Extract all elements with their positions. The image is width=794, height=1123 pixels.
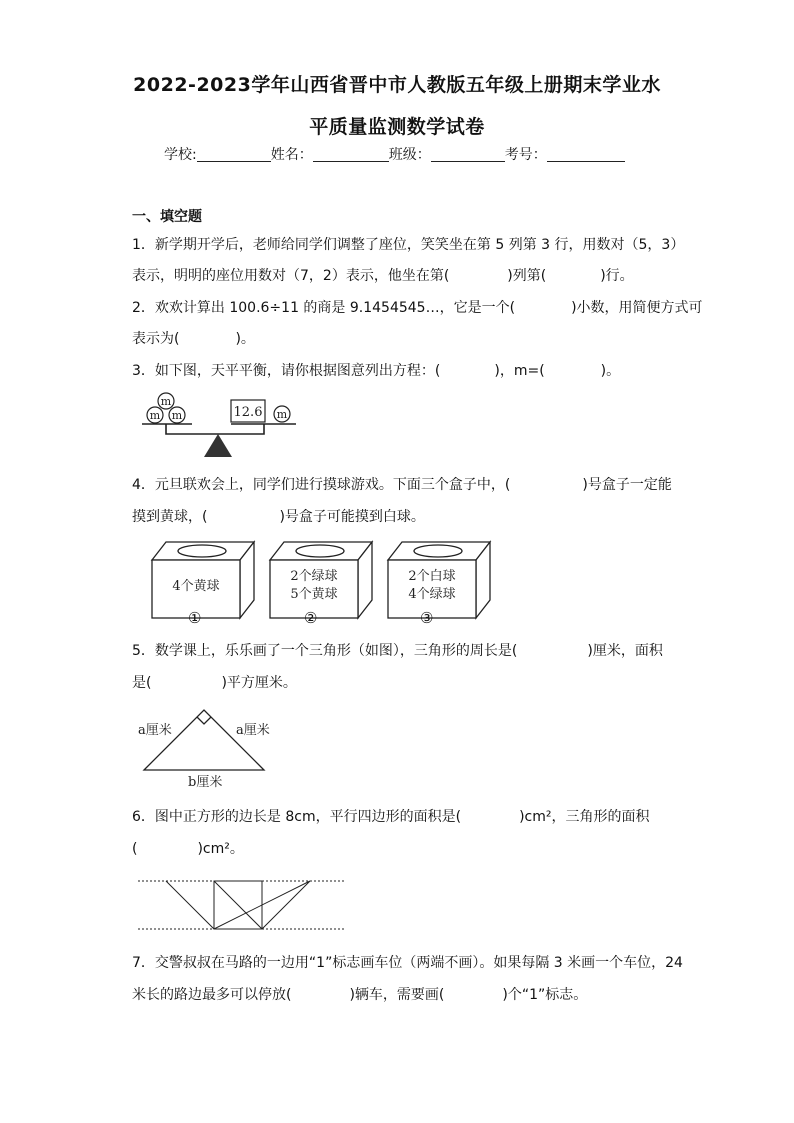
q5-text-d: )平方厘米。	[221, 675, 297, 691]
weight-label: 12.6	[233, 405, 263, 420]
school-label: 学校:	[164, 147, 197, 163]
box-2-text-1: 2个绿球	[290, 569, 338, 584]
q1-text-b: )列第(	[507, 268, 547, 284]
q5-text-c: 是(	[132, 675, 152, 691]
q6-text-a: 6．图中正方形的边长是 8cm，平行四边形的面积是(	[132, 809, 462, 825]
ball-label: m	[160, 395, 172, 408]
q3-text-a: 3．如下图，天平平衡，请你根据图意列出方程：(	[132, 363, 441, 379]
student-info-line	[164, 144, 625, 164]
q6-line-2	[132, 838, 672, 858]
right-triangle-figure	[136, 706, 286, 790]
q4-line-2	[132, 506, 672, 526]
q7-line-2	[132, 984, 672, 1004]
box-3-label: ③	[420, 609, 434, 627]
box-2-text-2: 5个黄球	[290, 587, 338, 602]
q1-line-1: 1．新学期开学后，老师给同学们调整了座位，笑笑坐在第 5 列第 3 行，用数对（5，3）	[132, 237, 685, 253]
q5-text-a: 5．数学课上，乐乐画了一个三角形（如图），三角形的周长是(	[132, 643, 518, 659]
q6-line-1	[132, 806, 672, 826]
ball-label: m	[171, 409, 183, 422]
q6-text-d: )cm²。	[197, 841, 244, 857]
q7-text-c: )个“1”标志。	[502, 987, 588, 1003]
ball-label: m	[276, 408, 288, 421]
q4-line-1	[132, 474, 672, 494]
q2-text-a: 2．欢欢计算出 100.6÷11 的商是 9.1454545…，它是一个(	[132, 300, 516, 316]
parallel-lines-figure	[136, 876, 348, 936]
q4-text-c: 摸到黄球，(	[132, 509, 208, 525]
q7-line-1: 7．交警叔叔在马路的一边用“1”标志画车位（两端不画）。如果每隔 3 米画一个车位，24	[132, 955, 683, 971]
q7-text-a: 米长的路边最多可以停放(	[132, 987, 292, 1003]
q4-text-a: 4．元旦联欢会上，同学们进行摸球游戏。下面三个盒子中，(	[132, 477, 511, 493]
name-field[interactable]	[313, 147, 389, 162]
triangle-base-label: b厘米	[188, 775, 223, 790]
school-field[interactable]	[197, 147, 271, 162]
title-line-2: 平质量监测数学试卷	[309, 116, 485, 138]
q5-line-1	[132, 640, 672, 660]
q2-text-d: )。	[235, 331, 255, 347]
ball-label: m	[149, 409, 161, 422]
balance-scale-figure	[136, 388, 306, 460]
q1-text-c: )行。	[600, 268, 634, 284]
q2-text-b: )小数，用简便方式可	[571, 300, 703, 316]
q1-text-a: 表示，明明的座位用数对（7，2）表示，他坐在第(	[132, 268, 450, 284]
q4-text-b: )号盒子一定能	[582, 477, 672, 493]
q3-text-c: )。	[600, 363, 621, 379]
q3-line-1	[132, 360, 672, 380]
triangle-left-label: a厘米	[138, 723, 172, 738]
triangle-line	[214, 881, 262, 929]
box-1-text: 4个黄球	[172, 579, 220, 594]
exam-no-field[interactable]	[547, 147, 625, 162]
q5-text-b: )厘米，面积	[587, 643, 663, 659]
class-field[interactable]	[431, 147, 505, 162]
triangle-right-label: a厘米	[236, 723, 270, 738]
q2-line-1	[132, 297, 703, 317]
q1-line-2	[132, 265, 672, 285]
box-3-text-1: 2个白球	[408, 569, 456, 584]
box-2-label: ②	[304, 609, 318, 627]
q6-text-b: )cm²，三角形的面积	[519, 809, 650, 825]
class-label: 班级：	[388, 147, 431, 163]
box-3-text-2: 4个绿球	[408, 587, 456, 602]
name-label: 姓名：	[270, 147, 313, 163]
exam-no-label: 考号：	[504, 147, 547, 163]
q7-text-b: )辆车，需要画(	[349, 987, 445, 1003]
section-heading: 一、填空题	[132, 209, 202, 225]
q2-text-c: 表示为(	[132, 331, 180, 347]
q2-line-2	[132, 328, 672, 348]
q6-text-c: (	[132, 841, 138, 857]
box-1-label: ①	[188, 609, 202, 627]
title-line-1: 2022-2023学年山西省晋中市人教版五年级上册期末学业水	[133, 74, 661, 96]
q3-text-b: )，m=(	[494, 363, 545, 379]
balance-fulcrum	[204, 434, 232, 457]
q4-text-d: )号盒子可能摸到白球。	[279, 509, 425, 525]
q5-line-2	[132, 672, 672, 692]
